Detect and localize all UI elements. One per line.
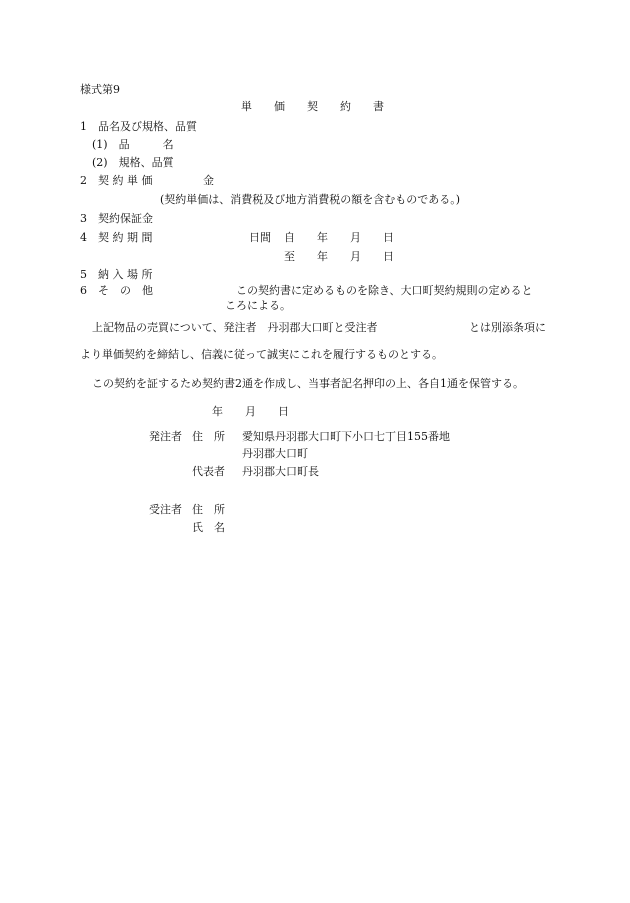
item4-label: 4 契 約 期 間 [80, 231, 153, 244]
item6-text-line1: この契約書に定めるものを除き、大口町契約規則の定めると [236, 284, 533, 297]
form-number: 様式第9 [80, 83, 120, 96]
contractor-name-label: 氏 名 [192, 521, 225, 534]
item1-sub1: (1) 品 名 [92, 138, 174, 151]
item2-label: 2 契 約 単 価 [80, 174, 153, 187]
item2-note: (契約単価は、消費税及び地方消費税の額を含むものである。) [160, 193, 461, 206]
item4-from: 自 年 月 日 [284, 231, 394, 244]
body-para1-line1a: 上記物品の売買について、発注者 丹羽郡大口町と受注者 [92, 321, 378, 334]
item4-days: 日間 [249, 231, 271, 244]
contract-date: 年 月 日 [212, 405, 289, 418]
document-title: 単 価 契 約 書 [241, 100, 384, 113]
orderer-address-label: 住 所 [192, 430, 225, 443]
item5-label: 5 納 入 場 所 [80, 268, 153, 281]
body-para1-line2: より単価契約を締結し、信義に従って誠実にこれを履行するものとする。 [80, 348, 443, 361]
orderer-name: 丹羽郡大口町 [242, 447, 308, 460]
orderer-rep: 丹羽郡大口町長 [242, 465, 319, 478]
item6-text-line2: ころによる。 [225, 299, 291, 312]
contractor-address-label: 住 所 [192, 503, 225, 516]
body-para2: この契約を証するため契約書2通を作成し、当事者記名押印の上、各自1通を保管する。 [92, 377, 524, 390]
contractor-role: 受注者 [149, 503, 182, 516]
item6-label: 6 そ の 他 [80, 284, 153, 297]
item3-label: 3 契約保証金 [80, 212, 153, 225]
item2-yen: 金 [203, 174, 214, 187]
orderer-rep-label: 代表者 [192, 465, 225, 478]
body-para1-line1b: とは別添条項に [469, 321, 546, 334]
orderer-role: 発注者 [149, 430, 182, 443]
item1-sub2: (2) 規格、品質 [92, 156, 174, 169]
item4-to: 至 年 月 日 [284, 250, 394, 263]
item1-label: 1 品名及び規格、品質 [80, 120, 197, 133]
orderer-address: 愛知県丹羽郡大口町下小口七丁目155番地 [242, 430, 450, 443]
